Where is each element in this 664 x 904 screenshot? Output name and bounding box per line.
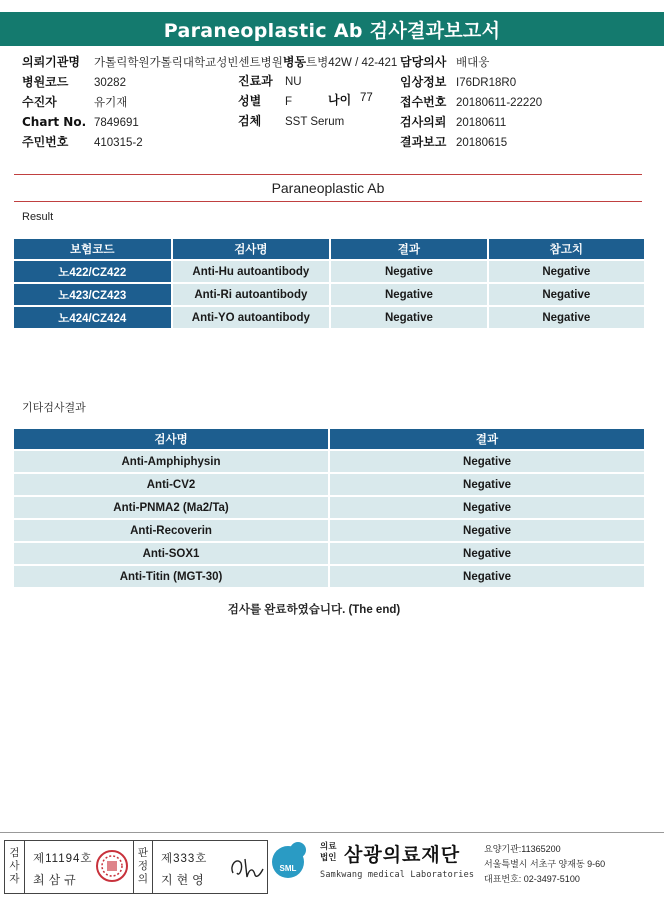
test-name: Anti-Amphiphysin <box>14 451 328 472</box>
test-result: Negative <box>331 261 486 282</box>
organization-info <box>484 842 605 887</box>
header-result: 결과 <box>331 239 486 259</box>
seal-stamp-icon <box>95 849 129 883</box>
reviewer-license: 제333호 <box>161 853 208 865</box>
info-row-id <box>22 133 397 153</box>
insurance-code: 노422/CZ422 <box>14 261 171 282</box>
reference-value: Negative <box>489 284 644 305</box>
info-row-institution <box>22 53 397 73</box>
info-key: 접수번호 <box>400 95 447 109</box>
section-title: Paraneoplastic Ab <box>14 174 642 202</box>
organization-english-name: Samkwang medical Laboratories <box>320 870 475 880</box>
result-label: Result <box>22 211 54 223</box>
organization-name: 삼광의료재단 <box>344 844 461 866</box>
table-row <box>14 307 644 328</box>
info-key: 주민번호 <box>22 135 69 149</box>
table-header-row <box>14 239 644 259</box>
info-value: 유기재 <box>94 97 128 109</box>
info-row-report <box>400 133 542 153</box>
reviewer-label: 판정의 <box>133 841 153 893</box>
info-row-doctor <box>400 53 542 73</box>
info-value: 7849691 <box>94 117 139 129</box>
info-value: 20180611-22220 <box>456 97 543 109</box>
org-address: 서울특별시 서초구 양재동 9-60 <box>484 859 606 869</box>
test-result: Negative <box>331 307 486 328</box>
test-name: Anti-CV2 <box>14 474 328 495</box>
info-row-clinical <box>400 73 542 93</box>
test-name: Anti-Ri autoantibody <box>173 284 330 305</box>
ward-label: 병동 <box>282 55 307 69</box>
ward-value: 트병42W / 42-421 <box>306 57 398 69</box>
test-result: Negative <box>330 451 644 472</box>
info-key: 진료과 <box>238 74 273 88</box>
other-results-label: 기타검사결과 <box>22 402 86 414</box>
info-key: 검체 <box>238 114 262 128</box>
org-prefix-2: 법인 <box>320 853 337 863</box>
test-name: Anti-SOX1 <box>14 543 328 564</box>
table-row <box>14 543 644 564</box>
info-value: 20180611 <box>456 117 507 129</box>
info-value: 410315-2 <box>94 137 143 149</box>
info-key: 수진자 <box>22 95 57 109</box>
test-result: Negative <box>331 284 486 305</box>
info-row-department <box>238 72 344 92</box>
header-result: 결과 <box>330 429 644 449</box>
test-result: Negative <box>330 543 644 564</box>
footer-divider <box>0 832 664 833</box>
info-value: 20180615 <box>456 137 508 149</box>
test-name: Anti-Titin (MGT-30) <box>14 566 328 587</box>
org-code: 요양기관:11365200 <box>484 844 561 854</box>
org-prefix-1: 의료 <box>320 842 337 852</box>
info-key: 담당의사 <box>400 55 447 69</box>
info-key: 검사의뢰 <box>400 115 447 129</box>
insurance-code: 노424/CZ424 <box>14 307 171 328</box>
org-phone: 대표번호: 02-3497-5100 <box>484 874 580 884</box>
reference-value: Negative <box>489 307 644 328</box>
table-row <box>14 566 644 587</box>
end-message: 검사를 완료하였습니다. (The end) <box>227 604 401 616</box>
inspector-label: 검사자 <box>5 841 25 893</box>
test-result: Negative <box>330 520 644 541</box>
signature-icon <box>225 851 265 883</box>
table-header-row <box>14 429 644 449</box>
info-key: 병원코드 <box>22 75 69 89</box>
age-value: 77 <box>360 92 373 104</box>
info-value: 가톨릭학원가톨릭대학교성빈센트병원 <box>94 57 283 69</box>
org-type-label <box>320 842 336 864</box>
header-test-name: 검사명 <box>173 239 330 259</box>
table-row <box>14 474 644 495</box>
sml-logo-icon: SML <box>272 846 304 878</box>
info-key: 성별 <box>238 94 262 108</box>
inspector-name: 최삼규 <box>33 873 80 887</box>
info-key: 결과보고 <box>400 135 447 149</box>
table-row <box>14 284 644 305</box>
header-insurance-code: 보험코드 <box>14 239 171 259</box>
test-name: Anti-Hu autoantibody <box>173 261 330 282</box>
test-result: Negative <box>330 566 644 587</box>
info-value: NU <box>285 76 302 88</box>
table-row <box>14 261 644 282</box>
info-value: 배대웅 <box>456 57 490 69</box>
test-result: Negative <box>330 497 644 518</box>
table-row <box>14 451 644 472</box>
inspector-license: 제11194호 <box>33 853 93 865</box>
primary-results-table <box>12 237 646 330</box>
info-row-request <box>400 113 542 133</box>
info-value: 30282 <box>94 77 126 89</box>
test-name: Anti-PNMA2 (Ma2/Ta) <box>14 497 328 518</box>
other-results-table <box>12 427 646 589</box>
info-value: SST Serum <box>285 116 345 128</box>
test-name: Anti-YO autoantibody <box>173 307 330 328</box>
report-title: Paraneoplastic Ab 검사결과보고서 <box>0 12 664 46</box>
info-row-receipt <box>400 93 542 113</box>
reviewer-name: 지현영 <box>161 873 208 887</box>
test-result: Negative <box>330 474 644 495</box>
header-reference: 참고치 <box>489 239 644 259</box>
info-value: I76DR18R0 <box>456 77 517 89</box>
info-key: 임상정보 <box>400 75 447 89</box>
signature-box <box>4 840 268 894</box>
test-name: Anti-Recoverin <box>14 520 328 541</box>
info-key: 의뢰기관명 <box>22 55 80 69</box>
table-row <box>14 520 644 541</box>
reference-value: Negative <box>489 261 644 282</box>
info-key: Chart No. <box>22 115 87 129</box>
table-row <box>14 497 644 518</box>
info-value: F <box>285 96 293 108</box>
patient-info-right <box>400 53 542 153</box>
insurance-code: 노423/CZ423 <box>14 284 171 305</box>
info-row-specimen <box>238 112 344 132</box>
header-test-name: 검사명 <box>14 429 328 449</box>
age-label: 나이 <box>328 93 352 107</box>
